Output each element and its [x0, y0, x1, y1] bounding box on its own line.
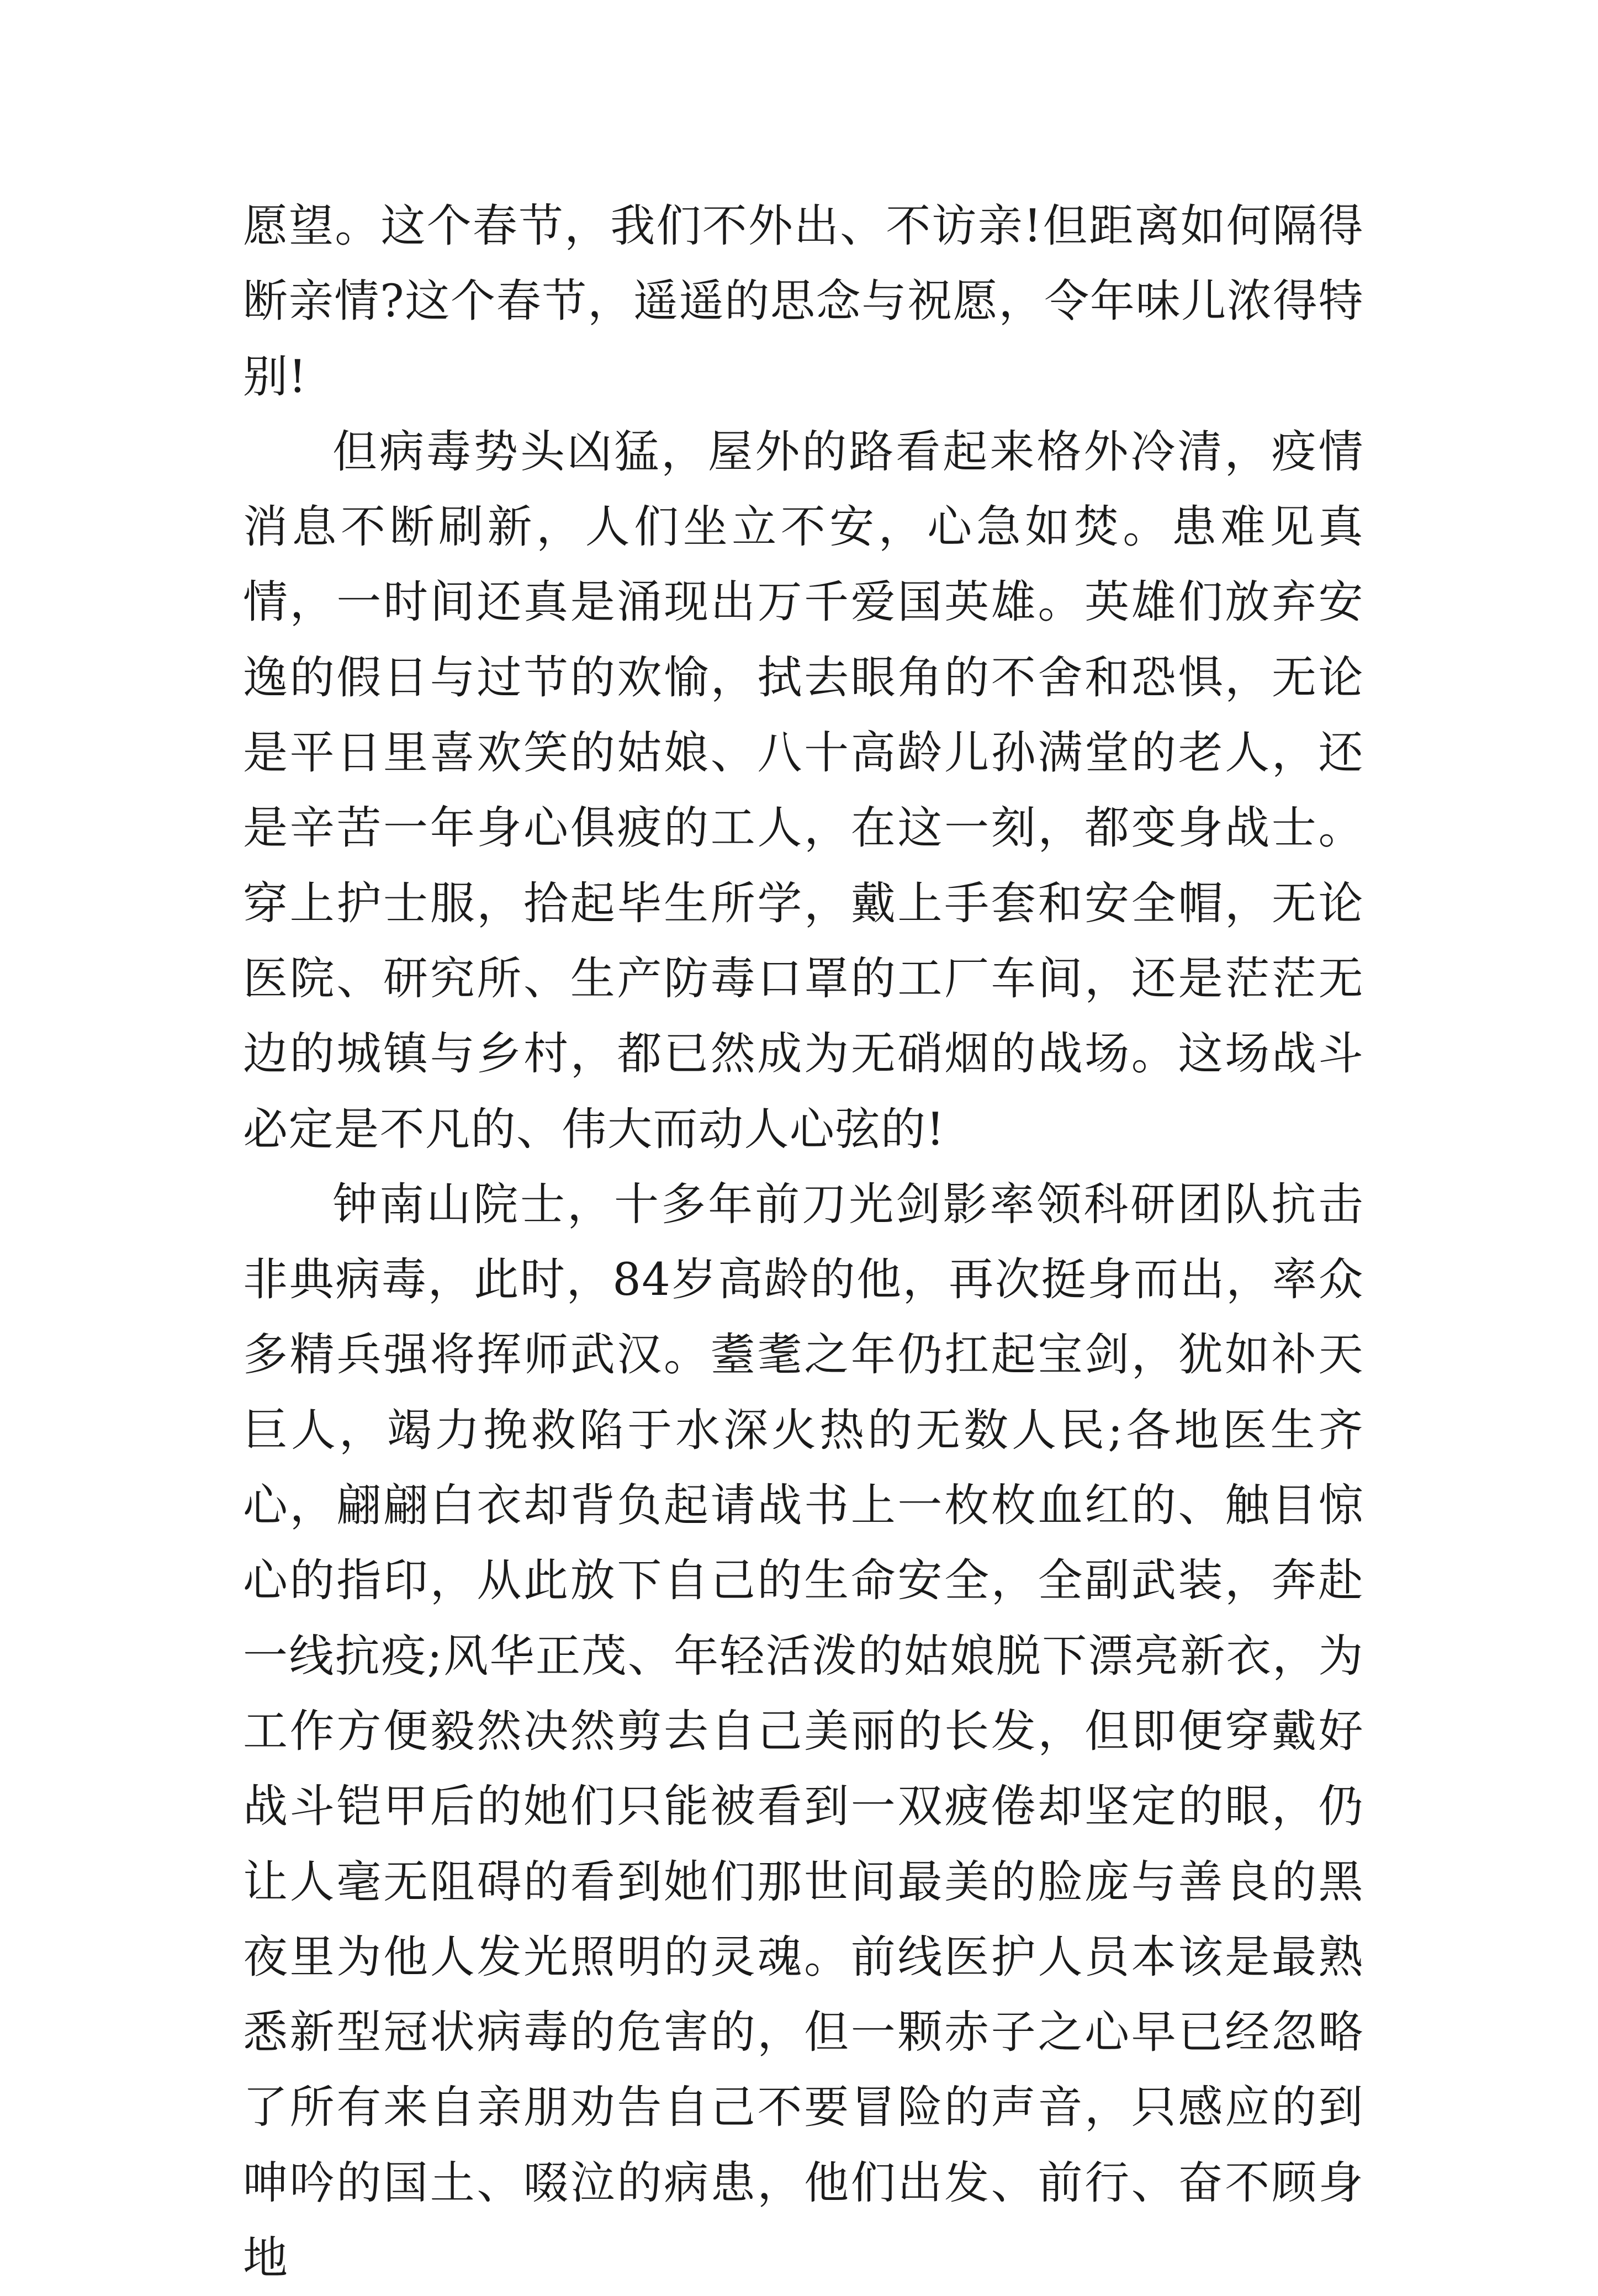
document-body	[243, 189, 1364, 2296]
paragraph-3: 钟南山院士，十多年前刀光剑影率领科研团队抗击非典病毒，此时，84岁高龄的他，再次挺身而出，率众多精兵强将挥师武汉。耋耄之年仍扛起宝剑，犹如补天巨人，竭力挽救陷于水深火热的无数人民;各地医生齐心，翩翩白衣却背负起请战书上一枚枚血红的、触目惊心的指印，从此放下自己的生命安全，全副武装，奔赴一线抗疫;风华正茂、年轻活泼的姑娘脱下漂亮新衣，为工作方便毅然决然剪去自己美丽的长发，但即便穿戴好战斗铠甲后的她们只能被看到一双疲倦却坚定的眼，仍让人毫无阻碍的看到她们那世间最美的脸庞与善良的黑夜里为他人发光照明的灵魂。前线医护人员本该是最熟悉新型冠状病毒的危害的，但一颗赤子之心早已经忽略了所有来自亲朋劝告自己不要冒险的声音，只感应的到呻吟的国土、啜泣的病患，他们出发、前行、奋不顾身地	[243, 1178, 1364, 2285]
paragraph-2: 但病毒势头凶猛，屋外的路看起来格外冷清，疫情消息不断刷新，人们坐立不安，心急如焚。患难见真情，一时间还真是涌现出万千爱国英雄。英雄们放弃安逸的假日与过节的欢愉，拭去眼角的不舍和恐惧，无论是平日里喜欢笑的姑娘、八十高龄儿孙满堂的老人，还是辛苦一年身心俱疲的工人，在这一刻，都变身战士。穿上护士服，拾起毕生所学，戴上手套和安全帽，无论医院、研究所、生产防毒口罩的工厂车间，还是茫茫无边的城镇与乡村，都已然成为无硝烟的战场。这场战斗必定是不凡的、伟大而动人心弦的!	[243, 426, 1364, 1156]
paragraph-1: 愿望。这个春节，我们不外出、不访亲!但距离如何隔得断亲情?这个春节，遥遥的思念与祝愿，令年味儿浓得特别!	[243, 200, 1364, 403]
